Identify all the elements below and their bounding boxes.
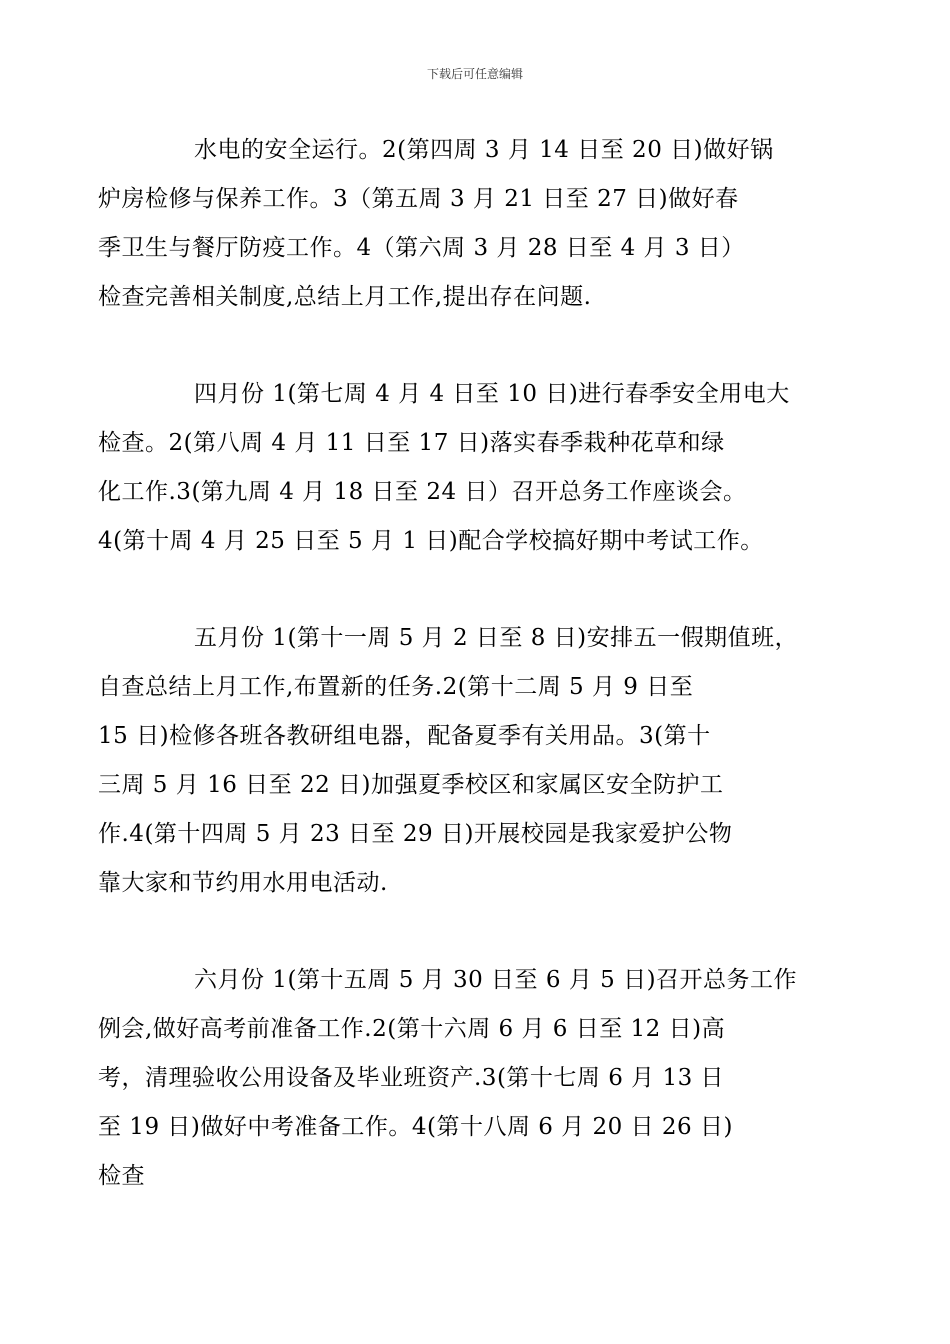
paragraph-may: [98, 614, 818, 908]
text-line: 检查完善相关制度,总结上月工作,提出存在问题.: [98, 284, 592, 310]
paragraph-march: [98, 126, 818, 322]
page-header: 下载后可任意编辑: [426, 67, 523, 81]
text-line: 作.4(第十四周 5 月 23 日至 29 日)开展校园是我家爱护公物: [98, 821, 733, 847]
paragraph-june: [98, 956, 818, 1201]
text-line: 三周 5 月 16 日至 22 日)加强夏季校区和家属区安全防护工: [98, 772, 724, 798]
text-line: 季卫生与餐厅防疫工作。4（第六周 3 月 28 日至 4 月 3 日）: [98, 235, 745, 261]
text-line: 检查: [98, 1163, 145, 1189]
text-line: 四月份 1(第七周 4 月 4 日至 10 日)进行春季安全用电大: [194, 381, 790, 407]
text-line: 4(第十周 4 月 25 日至 5 月 1 日)配合学校搞好期中考试工作。: [98, 528, 764, 554]
text-line: 检查。2(第八周 4 月 11 日至 17 日)落实春季栽种花草和绿: [98, 430, 725, 456]
text-line: 考，清理验收公用设备及毕业班资产.3(第十七周 6 月 13 日: [98, 1065, 725, 1091]
text-line: 炉房检修与保养工作。3（第五周 3 月 21 日至 27 日)做好春: [98, 186, 739, 212]
text-line: 15 日)检修各班各教研组电器，配备夏季有关用品。3(第十: [98, 723, 711, 749]
paragraph-april: [98, 370, 818, 566]
text-line: 自查总结上月工作,布置新的任务.2(第十二周 5 月 9 日至: [98, 674, 694, 700]
text-line: 五月份 1(第十一周 5 月 2 日至 8 日)安排五一假期值班，: [194, 625, 799, 651]
document-body: [98, 126, 818, 1249]
text-line: 六月份 1(第十五周 5 月 30 日至 6 月 5 日)召开总务工作: [194, 967, 798, 993]
text-line: 化工作.3(第九周 4 月 18 日至 24 日）召开总务工作座谈会。: [98, 479, 747, 505]
text-line: 水电的安全运行。2(第四周 3 月 14 日至 20 日)做好锅: [194, 137, 774, 163]
text-line: 靠大家和节约用水用电活动.: [98, 870, 388, 896]
text-line: 至 19 日)做好中考准备工作。4(第十八周 6 月 20 日 26 日): [98, 1114, 733, 1140]
text-line: 例会,做好高考前准备工作.2(第十六周 6 月 6 日至 12 日)高: [98, 1016, 726, 1042]
